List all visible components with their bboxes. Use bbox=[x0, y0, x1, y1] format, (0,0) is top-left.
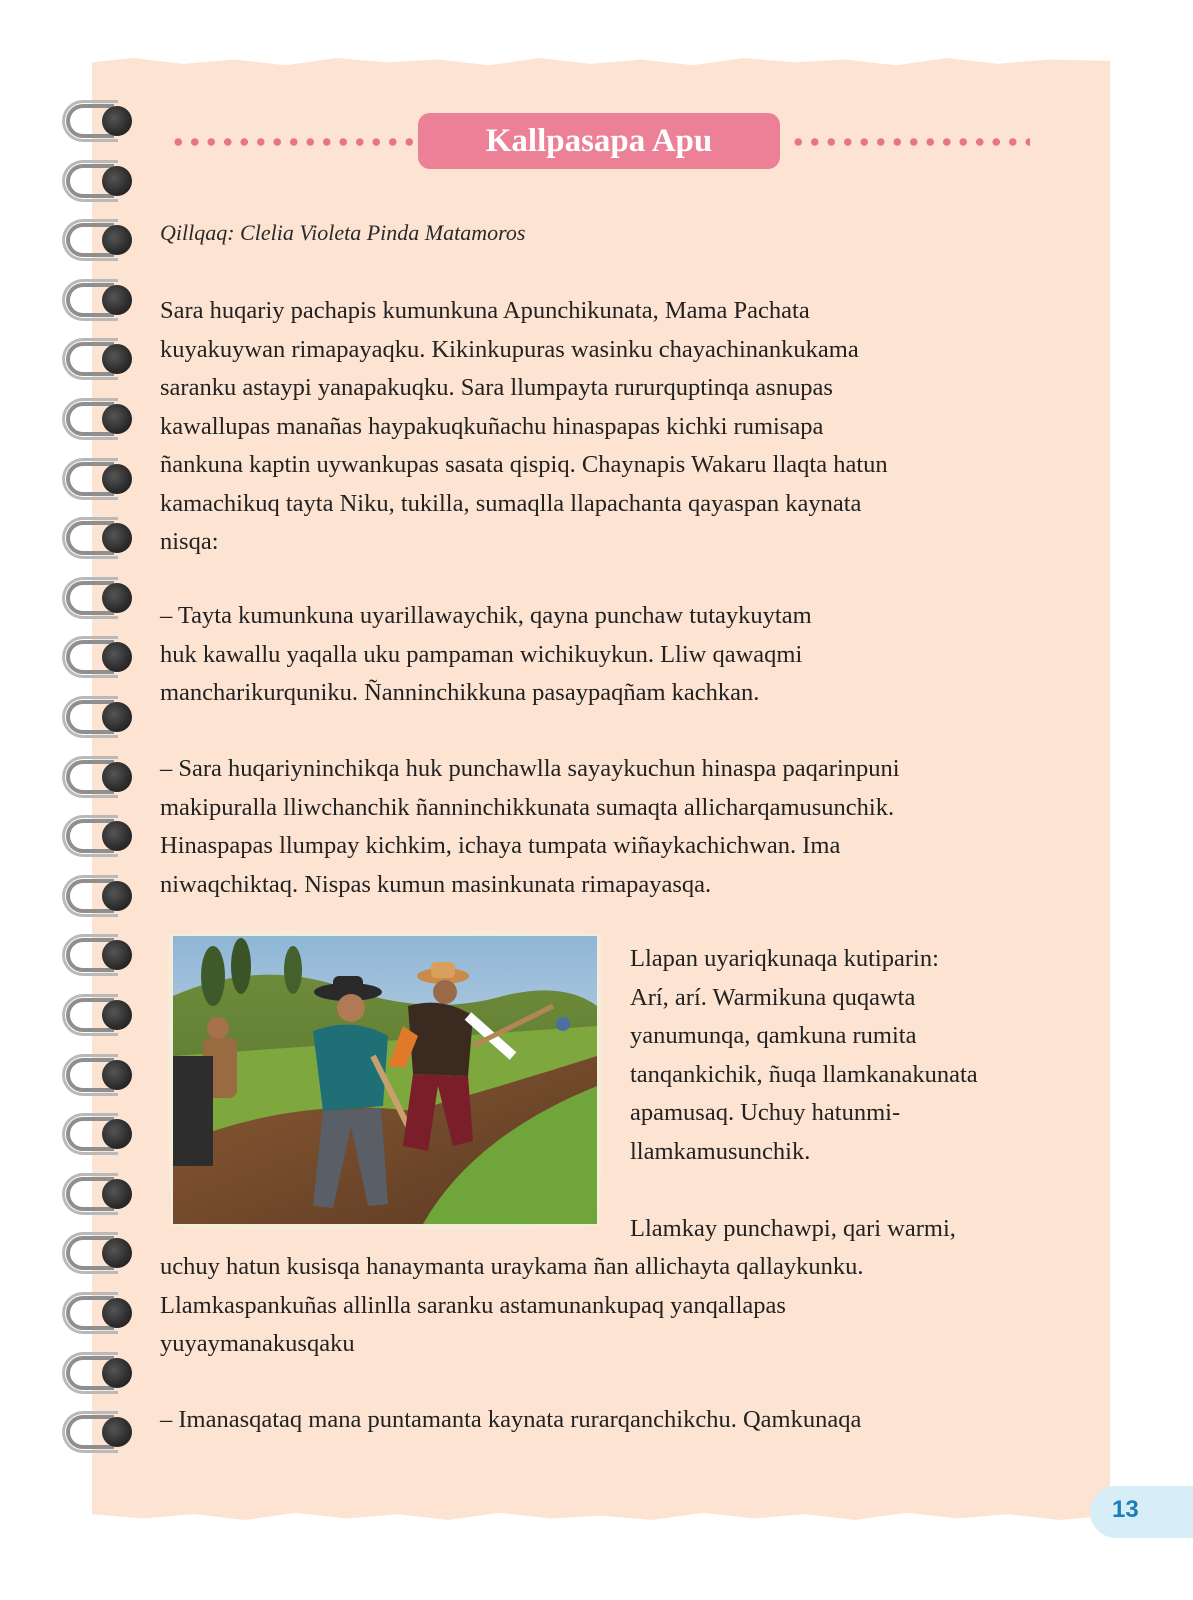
spiral-ring bbox=[60, 277, 140, 323]
paragraph-5 bbox=[630, 1210, 1070, 1249]
text-line: llamkamusunchik. bbox=[630, 1137, 811, 1165]
text-line: – Tayta kumunkuna uyarillawaychik, qayna punchaw tutaykuytam bbox=[160, 602, 812, 629]
text-line: tanqankichik, ñuqa llamkanakunata bbox=[630, 1060, 978, 1088]
page-number: 13 bbox=[1112, 1496, 1139, 1523]
text-line: yanumunqa, qamkuna rumita bbox=[630, 1022, 917, 1049]
paragraph-4 bbox=[630, 940, 1070, 1171]
text-line: apamusaq. Uchuy hatunmi- bbox=[630, 1099, 901, 1126]
farmers-working-photo bbox=[165, 928, 605, 1233]
text-line: kawallupas manañas haypakuqkuñachu hinaspapas kichki rumisapa bbox=[160, 412, 824, 440]
text-line: Llamkaspankuñas allinlla saranku astamunankupaq yanqallapas bbox=[160, 1291, 786, 1319]
spiral-ring bbox=[60, 1111, 140, 1157]
text-line: Arí, arí. Warmikuna quqawta bbox=[630, 983, 916, 1011]
author-line: Qillqaq: Clelia Violeta Pinda Matamoros bbox=[160, 220, 526, 245]
spiral-ring bbox=[60, 98, 140, 144]
paragraph-1 bbox=[160, 292, 1040, 562]
spiral-ring bbox=[60, 515, 140, 561]
spiral-ring bbox=[60, 575, 140, 621]
dotted-divider-right bbox=[790, 137, 1030, 147]
text-line: uchuy hatun kusisqa hanaymanta uraykama ñan allichayta qallaykunku. bbox=[160, 1253, 864, 1280]
spiral-ring bbox=[60, 158, 140, 204]
text-line: – Sara huqariyninchikqa huk punchawlla sayaykuchun hinaspa paqarinpuni bbox=[160, 755, 900, 782]
spiral-ring bbox=[60, 813, 140, 859]
text-line: Hinaspapas llumpay kichkim, ichaya tumpata wiñaykachichwan. Ima bbox=[160, 832, 841, 859]
spiral-ring bbox=[60, 1290, 140, 1336]
text-line: saranku astaypi yanapakuqku. Sara llumpayta rururquptinqa asnupas bbox=[160, 374, 833, 401]
spiral-ring bbox=[60, 1052, 140, 1098]
paragraph-7 bbox=[160, 1401, 1040, 1440]
spiral-ring bbox=[60, 694, 140, 740]
spiral-ring bbox=[60, 1350, 140, 1396]
text-line: mancharikurquniku. Ñanninchikkuna pasaypaqñam kachkan. bbox=[160, 679, 760, 706]
text-line: huk kawallu yaqalla uku pampaman wichikuykun. Lliw qawaqmi bbox=[160, 640, 803, 668]
spiral-ring bbox=[60, 396, 140, 442]
paragraph-3 bbox=[160, 750, 1040, 904]
paragraph-6 bbox=[160, 1248, 1040, 1364]
spiral-ring bbox=[60, 992, 140, 1038]
text-line: Llapan uyariqkunaqa kutiparin: bbox=[630, 945, 939, 972]
spiral-ring bbox=[60, 456, 140, 502]
text-line: – Imanasqataq mana puntamanta kaynata rurarqanchikchu. Qamkunaqa bbox=[160, 1406, 862, 1433]
page-number-tab bbox=[1090, 1486, 1193, 1538]
spiral-ring bbox=[60, 873, 140, 919]
dotted-divider-left bbox=[170, 137, 415, 147]
text-line: ñankuna kaptin uywankupas sasata qispiq. Chaynapis Wakaru llaqta hatun bbox=[160, 451, 888, 478]
text-line: makipuralla lliwchanchik ñanninchikkunata sumaqta allicharqamusunchik. bbox=[160, 793, 895, 821]
spiral-ring bbox=[60, 1171, 140, 1217]
spiral-ring bbox=[60, 1230, 140, 1276]
spiral-ring bbox=[60, 932, 140, 978]
spiral-ring bbox=[60, 634, 140, 680]
spiral-ring bbox=[60, 336, 140, 382]
text-line: Sara huqariy pachapis kumunkuna Apunchikunata, Mama Pachata bbox=[160, 297, 810, 324]
story-title: Kallpasapa Apu bbox=[485, 122, 713, 159]
spiral-binding bbox=[60, 98, 140, 1478]
spiral-ring bbox=[60, 754, 140, 800]
text-line: niwaqchiktaq. Nispas kumun masinkunata rimapayasqa. bbox=[160, 870, 712, 898]
spiral-ring bbox=[60, 217, 140, 263]
spiral-ring bbox=[60, 1409, 140, 1455]
text-line: yuyaymanakusqaku bbox=[160, 1330, 355, 1357]
text-line: kamachikuq tayta Niku, tukilla, sumaqlla llapachanta qayaspan kaynata bbox=[160, 489, 862, 517]
text-line: nisqa: bbox=[160, 528, 219, 555]
paragraph-2 bbox=[160, 597, 1040, 713]
text-line: kuyakuywan rimapayaqku. Kikinkupuras wasinku chayachinankukama bbox=[160, 335, 859, 363]
title-banner bbox=[418, 113, 780, 169]
text-line: Llamkay punchawpi, qari warmi, bbox=[630, 1215, 956, 1242]
title-row bbox=[170, 113, 1030, 171]
